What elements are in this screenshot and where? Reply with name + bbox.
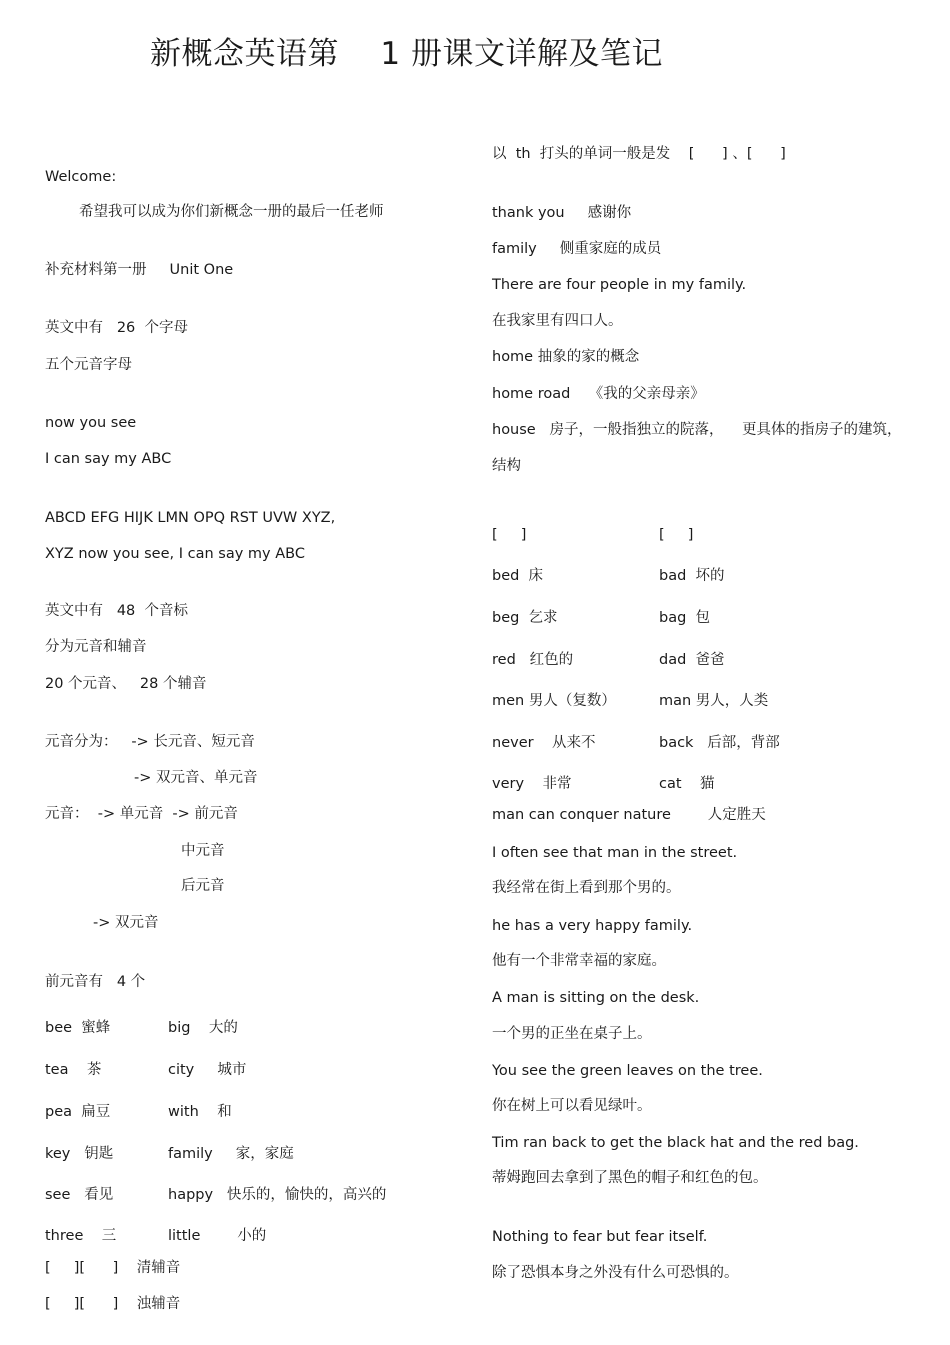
example-translation: 除了恐惧本身之外没有什么可恐惧的。 [492, 1265, 739, 1281]
word-entry: pea 扁豆 [45, 1104, 111, 1120]
word-entry: city 城市 [168, 1062, 247, 1078]
note-line: house 房子，一般指独立的院落， 更具体的指房子的建筑， [492, 422, 902, 438]
phonetics-count: 英文中有 48 个音标 [45, 603, 188, 619]
pair-word: bag 包 [659, 610, 711, 626]
pair-word: cat 猫 [659, 776, 715, 792]
example-translation: 蒂姆跑回去拿到了黑色的帽子和红色的包。 [492, 1170, 768, 1186]
example-sentence: Nothing to fear but fear itself. [492, 1229, 708, 1245]
vowel-tree-line: -> 双元音 [93, 915, 159, 931]
example-translation: 一个男的正坐在桌子上。 [492, 1026, 652, 1042]
phonetics-counts: 20 个元音、 28 个辅音 [45, 676, 207, 692]
word-entry: bee 蜜蜂 [45, 1020, 111, 1036]
word-entry: three 三 [45, 1228, 117, 1244]
pair-word: bed 床 [492, 568, 544, 584]
pair-word: men 男人（复数） [492, 693, 616, 709]
word-entry: big 大的 [168, 1020, 238, 1036]
song-line: now you see [45, 415, 137, 431]
welcome-note: 希望我可以成为你们新概念一册的最后一任老师 [79, 204, 384, 220]
word-entry: happy 快乐的，愉快的，高兴的 [168, 1187, 387, 1203]
voiceless-consonants: [ ][ ] 清辅音 [45, 1260, 181, 1276]
note-line: 在我家里有四口人。 [492, 313, 623, 329]
example-translation: 我经常在街上看到那个男的。 [492, 880, 681, 896]
song-line: XYZ now you see, I can say my ABC [45, 546, 305, 562]
front-vowels-count: 前元音有 4 个 [45, 974, 146, 990]
word-entry: little 小的 [168, 1228, 267, 1244]
example-translation: 你在树上可以看见绿叶。 [492, 1098, 652, 1114]
phonetic-column-head: [ ] [492, 527, 527, 543]
note-line: thank you 感谢你 [492, 205, 632, 221]
example-sentence: Tim ran back to get the black hat and the red bag. [492, 1135, 859, 1151]
song-line: I can say my ABC [45, 451, 172, 467]
example-sentence: You see the green leaves on the tree. [492, 1063, 763, 1079]
vowel-split-line: 元音分为： -> 长元音、短元音 [45, 734, 255, 750]
document-title: 新概念英语第 1 册课文详解及笔记 [150, 36, 663, 72]
pair-word: never 从来不 [492, 735, 596, 751]
th-pronunciation: 以 th 打头的单词一般是发 [ ] 、[ ] [492, 146, 786, 162]
note-line: 结构 [492, 458, 521, 474]
example-sentence: I often see that man in the street. [492, 845, 738, 861]
voiced-consonants: [ ][ ] 浊辅音 [45, 1296, 181, 1312]
example-sentence: A man is sitting on the desk. [492, 990, 700, 1006]
word-entry: with 和 [168, 1104, 232, 1120]
note-line: home road 《我的父亲母亲》 [492, 386, 705, 402]
phonetics-split: 分为元音和辅音 [45, 639, 147, 655]
word-entry: see 看见 [45, 1187, 114, 1203]
example-sentence: man can conquer nature 人定胜天 [492, 807, 766, 823]
supplement-title: 补充材料第一册 Unit One [45, 262, 234, 278]
vowel-tree-line: 中元音 [181, 843, 225, 859]
pair-word: very 非常 [492, 776, 572, 792]
vowel-letters: 五个元音字母 [45, 357, 132, 373]
pair-word: beg 乞求 [492, 610, 558, 626]
pair-word: dad 爸爸 [659, 652, 725, 668]
vowel-tree-line: 元音： -> 单元音 -> 前元音 [45, 806, 238, 822]
song-line: ABCD EFG HIJK LMN OPQ RST UVW XYZ, [45, 510, 336, 526]
pair-word: bad 坏的 [659, 568, 725, 584]
example-translation: 他有一个非常幸福的家庭。 [492, 953, 666, 969]
vowel-tree-line: 后元音 [181, 878, 225, 894]
letters-count: 英文中有 26 个字母 [45, 320, 188, 336]
word-entry: family 家，家庭 [168, 1146, 294, 1162]
note-line: home 抽象的家的概念 [492, 349, 640, 365]
pair-word: red 红色的 [492, 652, 574, 668]
phonetic-column-head: [ ] [659, 527, 694, 543]
pair-word: back 后部，背部 [659, 735, 780, 751]
example-sentence: he has a very happy family. [492, 918, 693, 934]
note-line: family 侧重家庭的成员 [492, 241, 662, 257]
welcome-heading: Welcome: [45, 169, 117, 185]
pair-word: man 男人，人类 [659, 693, 769, 709]
word-entry: key 钥匙 [45, 1146, 114, 1162]
note-line: There are four people in my family. [492, 277, 747, 293]
vowel-split-line: -> 双元音、单元音 [134, 770, 258, 786]
word-entry: tea 茶 [45, 1062, 102, 1078]
